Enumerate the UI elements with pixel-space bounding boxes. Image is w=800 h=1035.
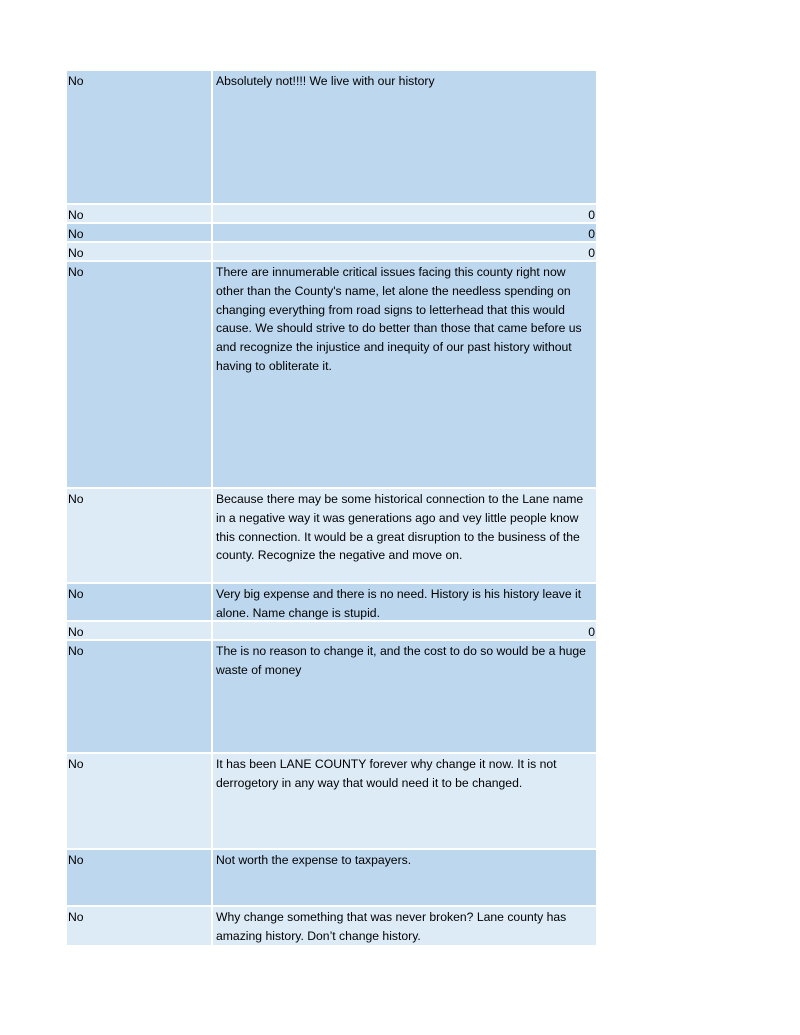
- answer-cell: No: [67, 224, 213, 241]
- table-row: [67, 907, 596, 945]
- table-row: [67, 262, 596, 489]
- comment-cell: Why change something that was never broken? Lane county has amazing history. Don’t change history.: [216, 910, 567, 943]
- answer-cell: No: [67, 489, 213, 582]
- answer-cell: No: [67, 907, 213, 945]
- answer-cell: No: [67, 262, 213, 487]
- answer-cell: No: [67, 243, 213, 260]
- comment-cell: The is no reason to change it, and the cost to do so would be a huge waste of money: [216, 644, 586, 677]
- answer-cell: No: [67, 850, 213, 905]
- comment-cell: It has been LANE COUNTY forever why change it now. It is not derrogetory in any way that would need it to be changed.: [216, 757, 557, 790]
- table-row: [67, 489, 596, 584]
- comment-cell: Because there may be some historical connection to the Lane name in a negative way it was generations ago and vey little people know this connection. It would be a great disruption to the business of the county. Recognize the negative and move on.: [216, 492, 584, 563]
- table-row: [67, 641, 596, 754]
- comment-cell: Absolutely not!!!! We live with our history: [216, 74, 435, 88]
- answer-cell: No: [67, 622, 213, 639]
- answer-cell: No: [67, 754, 213, 848]
- comment-cell: 0: [588, 625, 595, 639]
- table-row: [67, 205, 596, 224]
- comment-cell: There are innumerable critical issues facing this county right now other than the County's name, let alone the needless spending on changing everything from road signs to letterhead that this would cause. We should strive to do better than those that came before us and recognize the injustice and inequity of our past history without having to obliterate it.: [216, 265, 582, 373]
- answer-cell: No: [67, 71, 213, 203]
- survey-response-table: [67, 71, 596, 945]
- comment-cell: 0: [588, 208, 595, 222]
- comment-cell: Not worth the expense to taxpayers.: [216, 853, 412, 867]
- answer-cell: No: [67, 641, 213, 752]
- table-row: [67, 850, 596, 907]
- table-row: [67, 71, 596, 205]
- answer-cell: No: [67, 584, 213, 620]
- table-row: [67, 622, 596, 641]
- table-row: [67, 243, 596, 262]
- table-row: [67, 754, 596, 850]
- table-row: [67, 224, 596, 243]
- comment-cell: Very big expense and there is no need. History is his history leave it alone. Name change is stupid.: [216, 587, 582, 620]
- comment-cell: 0: [588, 246, 595, 260]
- table-row: [67, 584, 596, 622]
- answer-cell: No: [67, 205, 213, 222]
- comment-cell: 0: [588, 227, 595, 241]
